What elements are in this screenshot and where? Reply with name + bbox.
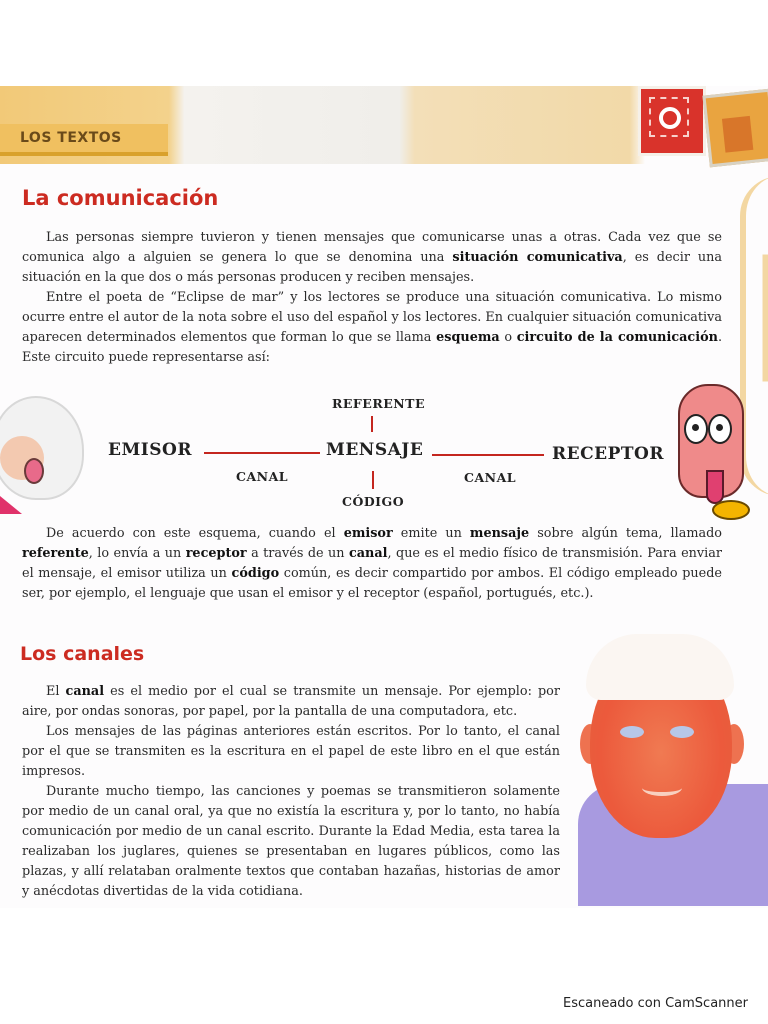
canales-paragraph: El canal es el medio por el cual se transmite un mensaje. Por ejemplo: por aire, por ondas sonoras, por papel, por la pantalla de una computadora, etc. <box>22 684 560 719</box>
scanned-page <box>0 86 768 908</box>
grandmother-illustration-icon <box>0 396 84 506</box>
schema-receptor-label: RECEPTOR <box>552 444 664 464</box>
schema-vertical-line-bottom <box>372 471 374 489</box>
schema-referente-label: REFERENTE <box>332 396 425 411</box>
schema-codigo-label: CÓDIGO <box>342 494 405 509</box>
intro-text <box>22 228 722 368</box>
schema-mensaje-label: MENSAJE <box>326 440 424 460</box>
canales-paragraph: Durante mucho tiempo, las canciones y poemas se transmitieron solamente por medio de un canal oral, ya que no existía la escritura y, por lo tanto, no había comunicación por medio de un canal escrito. Durante la Edad Media, esta tarea la realizaban los juglares, quienes se presentaban en lugares públicos, como las plazas, y allí relataban oralmente textos que contaban hazañas, historias de amor y anécdotas divertidas de la vida cotidiana. <box>22 784 560 899</box>
schema-vertical-line-top <box>371 416 373 432</box>
intro-paragraph: Las personas siempre tuvieron y tienen mensajes que comunicarse unas a otras. Cada vez que se comunica algo a alguien se genera lo que se denomina una situación comunicativa, es decir una situación en la que dos o más personas producen y reciben mensajes. <box>22 230 722 285</box>
canales-text <box>22 682 560 902</box>
schema-canal-left-label: CANAL <box>236 469 289 484</box>
schema-line-left <box>204 452 320 454</box>
section-subtitle: Los canales <box>20 643 145 665</box>
schema-canal-right-label: CANAL <box>464 470 517 485</box>
schema-emisor-label: EMISOR <box>108 440 192 460</box>
schema-line-right <box>432 454 544 456</box>
decorative-orange-tile-icon <box>702 89 768 168</box>
scanner-watermark: Escaneado con CamScanner <box>562 996 748 1011</box>
page-title: La comunicación <box>22 186 219 210</box>
canales-paragraph: Los mensajes de las páginas anteriores están escritos. Por lo tanto, el canal por el que se transmiten es la escritura en el papel de este libro en el que están impresos. <box>22 724 560 779</box>
cartoon-bug-illustration-icon <box>672 378 752 528</box>
schema-paragraph: De acuerdo con este esquema, cuando el emisor emite un mensaje sobre algún tema, llamado referente, lo envía a un receptor a través de un canal, que es el medio físico de transmisión. Para enviar el mensaje, el emisor utiliza un código común, es decir compartido por ambos. El código empleado puede ser, por ejemplo, el lenguaje que usan el emisor y el receptor (español, portugués, etc.). <box>22 526 722 601</box>
section-tag: LOS TEXTOS <box>0 124 168 156</box>
child-photo-illustration <box>572 634 768 906</box>
schema-explanation <box>22 524 722 604</box>
decorative-red-tile-icon <box>638 86 706 156</box>
intro-paragraph: Entre el poeta de “Eclipse de mar” y los lectores se produce una situación comunicativa. Lo mismo ocurre entre el autor de la nota sobre el uso del español y los lectores. En cualquier situación comunicativa aparecen determinados elementos que forman lo que se llama esquema o circuito de la comunicación. Este circuito puede representarse así: <box>22 290 723 365</box>
